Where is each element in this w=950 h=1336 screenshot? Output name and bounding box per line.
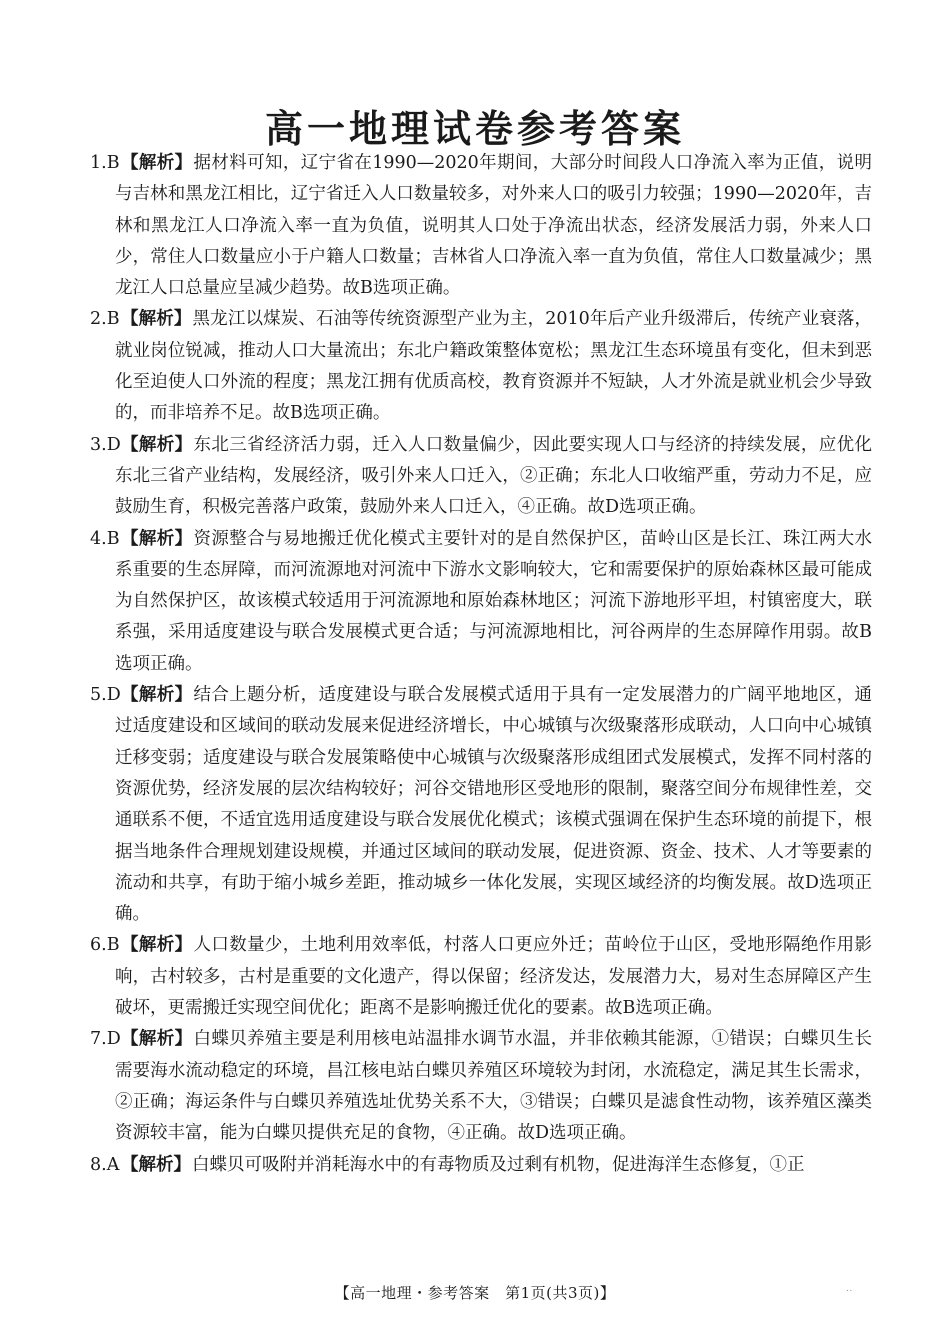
answer-number: 1.B — [90, 153, 120, 173]
answer-number: 3.D — [90, 434, 121, 455]
answer-item-1 — [90, 148, 872, 304]
answer-item-4 — [90, 524, 872, 680]
analysis-tag: 【解析】 — [121, 153, 193, 173]
corner-mark: .. — [846, 1284, 853, 1294]
answer-item-6 — [90, 930, 872, 1024]
answer-number: 6.B — [90, 935, 120, 956]
footer-text: 【高一地理・参考答案 第1页(共3页)】 — [334, 1284, 616, 1302]
analysis-tag: 【解析】 — [121, 434, 193, 455]
page-footer — [0, 1282, 950, 1303]
page-title: 高一地理试卷参考答案 — [264, 107, 685, 151]
analysis-tag: 【解析】 — [121, 1029, 193, 1050]
answer-number: 8.A — [90, 1154, 120, 1175]
analysis-tag: 【解析】 — [121, 309, 192, 330]
answer-text: 东北三省经济活力弱，迁入人口数量偏少，因此要实现人口与经济的持续发展，应优化东北三省产业结构，发展经济，吸引外来人口迁入，②正确；东北人口收缩严重，劳动力不足，应鼓励生育，积极完善落户政策，鼓励外来人口迁入，④正确。故D选项正确。 — [115, 434, 873, 518]
answer-text: 结合上题分析，适度建设与联合发展模式适用于具有一定发展潜力的广阔平地地区，通过适度建设和区域间的联动发展来促进经济增长，中心城镇与次级聚落形成联动，人口向中心城镇迁移变弱；适度建设与联合发展策略使中心城镇与次级聚落形成组团式发展模式，发挥不同村落的资源优势，经济发展的层次结构较好；河谷交错地形区受地形的限制，聚落空间分布规律性差，交通联系不便，不适宜选用适度建设与联合发展优化模式；该模式强调在保护生态环境的前提下，根据当地条件合理规划建设规模，并通过区域间的联动发展，促进资源、资金、技术、人才等要素的流动和共享，有助于缩小城乡差距，推动城乡一体化发展，实现区域经济的均衡发展。故D选项正确。 — [115, 685, 873, 925]
answer-item-8 — [90, 1150, 872, 1181]
answer-text: 黑龙江以煤炭、石油等传统资源型产业为主，2010年后产业升级滞后，传统产业衰落，就业岗位锐减，推动人口大量流出；东北户籍政策整体宽松；黑龙江生态环境虽有变化，但未到恶化至迫使人口外流的程度；黑龙江拥有优质高校，教育资源并不短缺，人才外流是就业机会少导致的，而非培养不足。故B选项正确。 — [115, 309, 872, 424]
answer-number: 2.B — [90, 309, 120, 330]
answer-number: 4.B — [90, 528, 120, 549]
answer-text: 白蝶贝可吸附并消耗海水中的有毒物质及过剩有机物，促进海洋生态修复，①正 — [192, 1154, 805, 1175]
analysis-tag: 【解析】 — [121, 528, 193, 549]
answer-text: 人口数量少，土地利用效率低，村落人口更应外迁；苗岭位于山区，受地形隔绝作用影响，古村较多，古村是重要的文化遗产，得以保留；经济发达，发展潜力大，易对生态屏障区产生破坏，更需搬迁实现空间优化；距离不是影响搬迁优化的要素。故B选项正确。 — [115, 935, 873, 1019]
answer-number: 5.D — [90, 685, 121, 706]
answer-number: 7.D — [90, 1029, 121, 1050]
answer-item-7 — [90, 1024, 872, 1149]
analysis-tag: 【解析】 — [121, 1154, 191, 1175]
answer-item-3 — [90, 430, 872, 524]
answer-text: 资源整合与易地搬迁优化模式主要针对的是自然保护区，苗岭山区是长江、珠江两大水系重要的生态屏障，而河流源地对河流中下游水文影响较大，它和需要保护的原始森林区最可能成为自然保护区，故该模式较适用于河流源地和原始森林地区；河流下游地形平坦，村镇密度大，联系强，采用适度建设与联合发展模式更合适；与河流源地相比，河谷两岸的生态屏障作用弱。故B选项正确。 — [115, 528, 873, 674]
answer-text: 白蝶贝养殖主要是利用核电站温排水调节水温，并非依赖其能源，①错误；白蝶贝生长需要海水流动稳定的环境，昌江核电站白蝶贝养殖区环境较为封闭，水流稳定，满足其生长需求，②正确；海运条件与白蝶贝养殖选址优势关系不大，③错误；白蝶贝是滤食性动物，该养殖区藻类资源较丰富，能为白蝶贝提供充足的食物，④正确。故D选项正确。 — [115, 1029, 873, 1144]
analysis-tag: 【解析】 — [121, 935, 193, 956]
answer-item-2 — [90, 304, 872, 429]
answer-item-5 — [90, 680, 872, 930]
analysis-tag: 【解析】 — [121, 685, 193, 706]
answer-list — [90, 148, 872, 1181]
answer-text: 据材料可知，辽宁省在1990—2020年期间，大部分时间段人口净流入率为正值，说明与吉林和黑龙江相比，辽宁省迁入人口数量较多，对外来人口的吸引力较强；1990—2020年，吉林和黑龙江人口净流入率一直为负值，说明其人口处于净流出状态，经济发展活力弱，外来人口少，常住人口数量应小于户籍人口数量；吉林省人口净流入率一直为负值，常住人口数量减少；黑龙江人口总量应呈减少趋势。故B选项正确。 — [115, 153, 873, 299]
